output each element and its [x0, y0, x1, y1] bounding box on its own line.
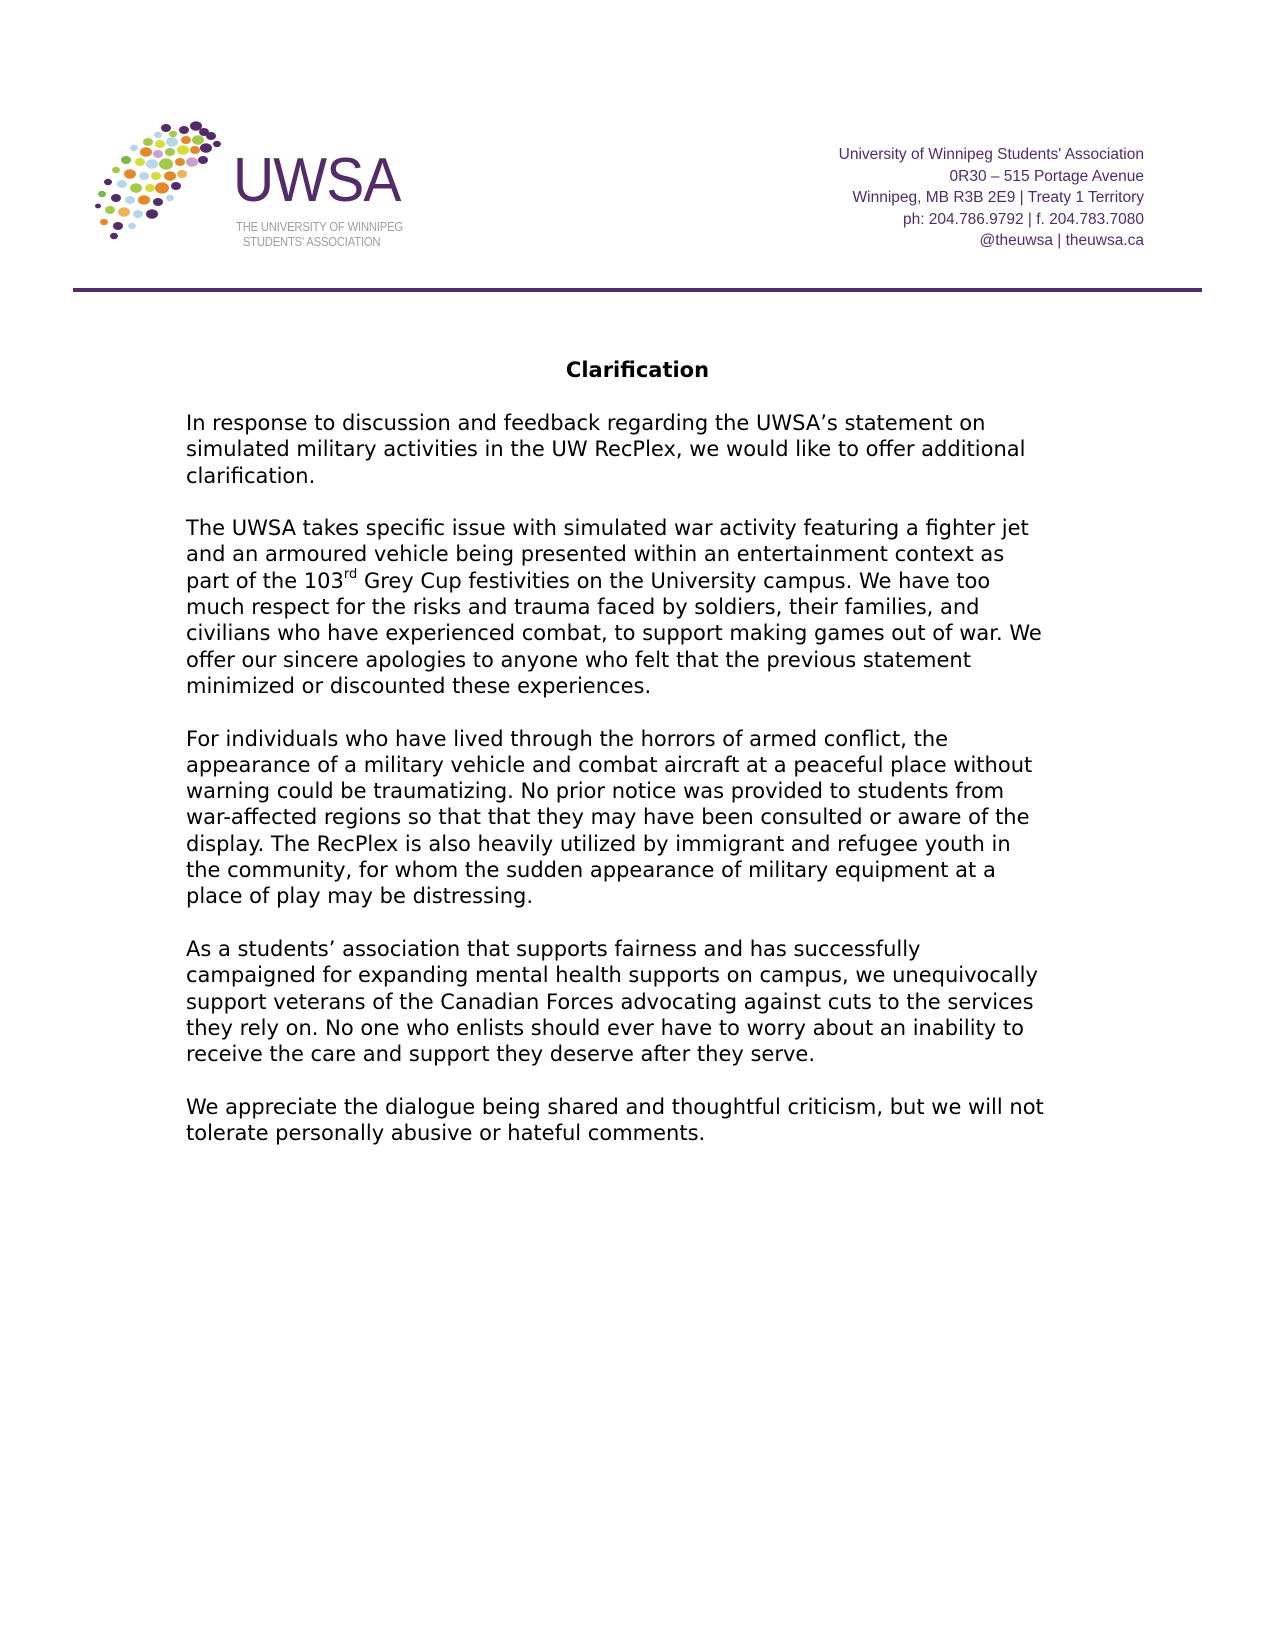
- logo-dot: [100, 219, 108, 225]
- logo-subtitle-line1: THE UNIVERSITY OF WINNIPEG: [236, 220, 404, 234]
- ordinal-suffix: rd: [343, 566, 358, 582]
- paragraph-line: receive the care and support they deserve after they serve.: [186, 1042, 815, 1067]
- paragraph-line: warning could be traumatizing. No prior notice was provided to students from: [186, 779, 1005, 804]
- paragraph-line: clarification.: [186, 463, 316, 488]
- paragraph-line: In response to discussion and feedback regarding the UWSA’s statement on: [186, 411, 986, 435]
- logo-dot: [165, 148, 175, 156]
- logo-dot: [130, 145, 138, 151]
- logo-dot: [169, 131, 177, 137]
- logo-dot: [154, 132, 162, 138]
- logo-dot: [130, 183, 142, 193]
- paragraph-line-rest: Grey Cup festivities on the University campus. We have too: [357, 568, 991, 593]
- logo-dot: [164, 171, 176, 181]
- paragraph-line: war-affected regions so that that they may have been consulted or aware of the: [186, 805, 1030, 830]
- logo-dot: [171, 182, 181, 190]
- paragraph-line: campaigned for expanding mental health supports on campus, we unequivocally: [186, 963, 1038, 988]
- logo-dot: [105, 206, 115, 214]
- logo-dot: [128, 223, 136, 229]
- logo-dot: [192, 135, 204, 145]
- logo-dot: [98, 191, 106, 197]
- logo-subtitle-line2: STUDENTS' ASSOCIATION: [242, 235, 381, 249]
- paragraph-line: [186, 568, 1086, 594]
- logo-dot: [181, 136, 191, 144]
- paragraph-line: As a students’ association that supports fairness and has successfully: [186, 936, 921, 961]
- logo-dot: [166, 195, 174, 201]
- paragraph-line: For individuals who have lived through the horrors of armed conflict, the: [186, 726, 949, 751]
- paragraph-line: the community, for whom the sudden appearance of military equipment at a: [186, 858, 996, 883]
- logo-dot: [139, 172, 149, 180]
- logo-dot: [190, 121, 202, 131]
- letter-body: [186, 410, 1086, 1173]
- logo-dot: [200, 143, 212, 153]
- logo-dot: [155, 182, 169, 193]
- paragraph-line: civilians who have experienced combat, to support making games out of war. We: [186, 621, 1042, 646]
- logo-dot: [153, 198, 163, 206]
- paragraph-line: The UWSA takes specific issue with simulated war activity featuring a fighter jet: [186, 516, 1029, 541]
- logo-dot: [121, 156, 131, 164]
- header-divider: [73, 288, 1202, 292]
- logo-dot: [177, 145, 189, 155]
- logo-dot: [111, 194, 121, 202]
- logo-dot: [179, 126, 189, 134]
- logo-dot: [143, 138, 153, 146]
- logo-dot: [113, 222, 123, 230]
- contact-block: [839, 144, 1144, 252]
- paragraph-line: display. The RecPlex is also heavily utilized by immigrant and refugee youth in: [186, 831, 1011, 856]
- logo-dot: [104, 179, 112, 185]
- paragraph-line: and an armoured vehicle being presented within an entertainment context as: [186, 542, 1005, 567]
- paragraph-line: offer our sincere apologies to anyone who felt that the previous statement: [186, 647, 971, 672]
- logo-dot: [140, 147, 152, 157]
- logo-dot: [146, 209, 158, 219]
- paragraph-line: tolerate personally abusive or hateful comments.: [186, 1121, 706, 1146]
- logo-dot: [155, 140, 165, 148]
- logo-dot: [151, 172, 161, 180]
- logo-dot: [213, 141, 221, 147]
- logo-dot: [161, 124, 171, 132]
- paragraph-line: minimized or discounted these experiences.: [186, 673, 652, 698]
- paragraph-3: [186, 726, 1086, 910]
- paragraph-2: [186, 515, 1086, 699]
- logo-dot: [190, 146, 200, 154]
- contact-org: University of Winnipeg Students' Association: [838, 146, 1144, 163]
- paragraph-line: appearance of a military vehicle and combat aircraft at a peaceful place without: [186, 752, 1033, 777]
- logo-dot: [112, 167, 120, 173]
- logo-dot: [206, 132, 216, 140]
- logo-dot: [146, 159, 158, 169]
- logo-dot: [124, 169, 136, 179]
- logo-dot: [110, 233, 118, 239]
- paragraph-line: place of play may be distressing.: [186, 884, 534, 909]
- logo-dots-icon: [88, 118, 223, 240]
- contact-phone: ph: 204.786.9792 | f. 204.783.7080: [902, 210, 1144, 228]
- contact-web: @theuwsa | theuwsa.ca: [979, 232, 1144, 249]
- logo-dot: [125, 196, 135, 204]
- logo-dot: [175, 158, 185, 166]
- logo-dot: [186, 157, 198, 167]
- logo-dot: [177, 170, 187, 178]
- logo-dot: [153, 150, 163, 158]
- logo-dot: [133, 210, 143, 218]
- contact-address2: Winnipeg, MB R3B 2E9 | Treaty 1 Territory: [852, 189, 1144, 206]
- paragraph-line: much respect for the risks and trauma faced by soldiers, their families, and: [186, 595, 980, 620]
- logo-dot: [138, 195, 150, 205]
- logo-wordmark: UWSA: [233, 146, 401, 215]
- paragraph-line: simulated military activities in the UW RecPlex, we would like to offer additional: [186, 437, 1026, 462]
- page-title: Clarification: [565, 358, 710, 382]
- paragraph-line: they rely on. No one who enlists should ever have to worry about an inability to: [186, 1015, 1024, 1040]
- logo-dot: [118, 207, 130, 217]
- logo-dot: [117, 180, 127, 188]
- logo-dot: [159, 158, 173, 169]
- logo-dot: [166, 137, 178, 147]
- paragraph-5: [186, 1094, 1086, 1147]
- ordinal-number: part of the 103: [186, 568, 344, 593]
- paragraph-1: [186, 410, 1086, 489]
- logo-dot: [145, 184, 155, 192]
- logo-dot: [198, 156, 208, 164]
- paragraph-line: We appreciate the dialogue being shared and thoughtful criticism, but we will not: [186, 1094, 1044, 1119]
- paragraph-4: [186, 936, 1086, 1067]
- contact-address1: 0R30 – 515 Portage Avenue: [949, 167, 1144, 185]
- logo-dot: [135, 158, 145, 166]
- logo-dot: [95, 204, 101, 209]
- logo-subtitle: [236, 220, 404, 250]
- paragraph-line: support veterans of the Canadian Forces advocating against cuts to the services: [186, 989, 1034, 1014]
